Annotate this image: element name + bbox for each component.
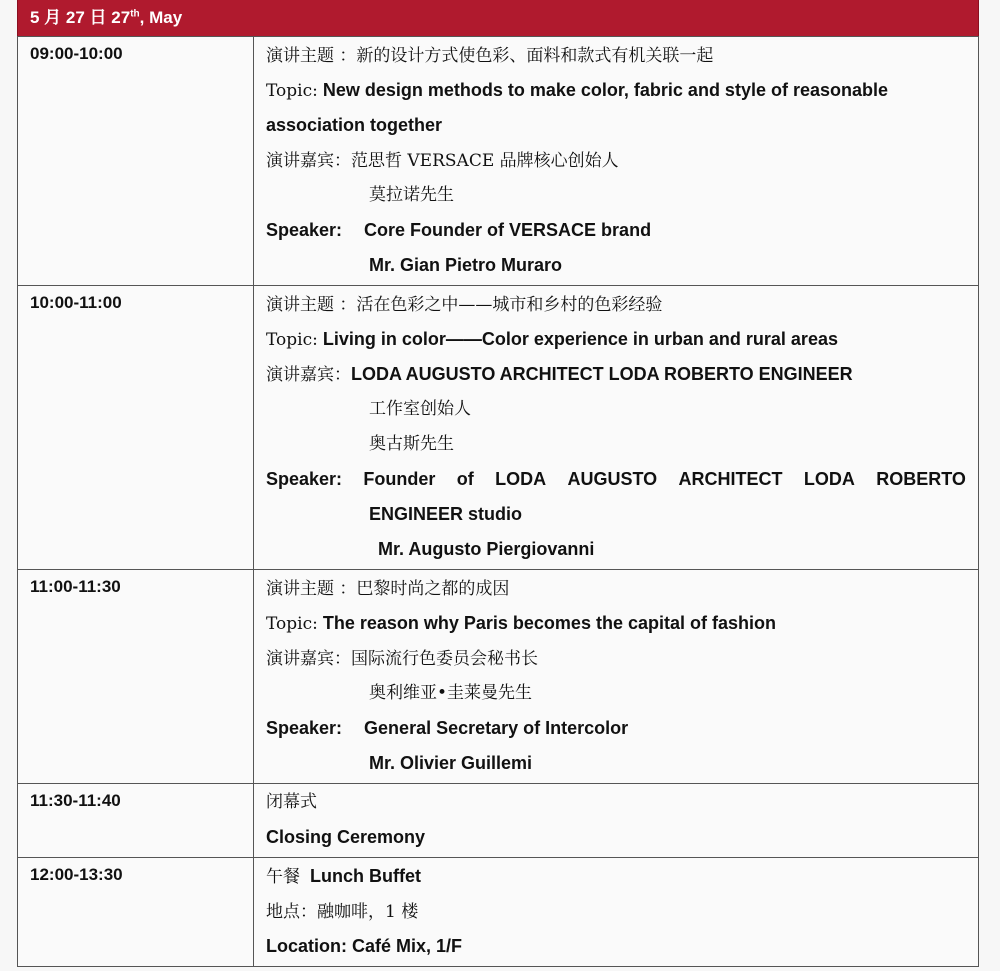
- speaker-cn-line: 演讲嘉宾：范思哲 VERSACE 品牌核心创始人: [266, 151, 619, 171]
- table-row: [18, 858, 979, 967]
- schedule-sheet: [17, 0, 979, 967]
- speaker-cn-line: 演讲嘉宾：国际流行色委员会秘书长: [266, 649, 538, 669]
- lunch-line: 午餐 Lunch Buffet: [266, 866, 421, 887]
- session-content: [254, 784, 979, 858]
- date-en: 27th, May: [111, 8, 183, 27]
- table-row: [18, 286, 979, 570]
- topic-en-line: Topic: Living in color——Color experience in urban and rural areas: [266, 329, 838, 350]
- session-content: [254, 37, 979, 286]
- session-time: 11:00-11:30: [18, 570, 254, 784]
- topic-cn-line: 演讲主题 ：新的设计方式使色彩、面料和款式有机关联一起: [266, 46, 714, 66]
- speaker-en-role-2: ENGINEER studio: [369, 504, 523, 524]
- table-row: [18, 37, 979, 286]
- location-en-line: Location: Café Mix, 1/F: [266, 936, 463, 956]
- speaker-en-name: Mr. Gian Pietro Muraro: [369, 255, 563, 275]
- speaker-en-line: Speaker: Founder of LODA AUGUSTO ARCHITECT LODA ROBERTO: [266, 469, 966, 489]
- topic-cn-line: 演讲主题 ：巴黎时尚之都的成因: [266, 579, 510, 599]
- speaker-cn-name: 莫拉诺先生: [369, 185, 454, 205]
- session-time: 10:00-11:00: [18, 286, 254, 570]
- schedule-table: [17, 36, 979, 967]
- table-row: [18, 784, 979, 858]
- session-time: 09:00-10:00: [18, 37, 254, 286]
- session-content: [254, 286, 979, 570]
- date-cn: 5 月 27 日: [30, 8, 107, 27]
- topic-cn-line: 演讲主题 ：活在色彩之中——城市和乡村的色彩经验: [266, 295, 663, 315]
- speaker-cn-line: 演讲嘉宾：LODA AUGUSTO ARCHITECT LODA ROBERTO ENGINEER: [266, 364, 853, 385]
- location-cn-line: 地点：融咖啡，1 楼: [266, 902, 419, 922]
- day-header: [17, 0, 979, 36]
- closing-cn: 闭幕式: [266, 792, 317, 812]
- session-content: [254, 858, 979, 967]
- topic-en-line: Topic: New design methods to make color, fabric and style of reasonable: [266, 80, 888, 101]
- session-content: [254, 570, 979, 784]
- speaker-en-name: Mr. Augusto Piergiovanni: [378, 539, 595, 559]
- speaker-en-line: Speaker: General Secretary of Intercolor: [266, 718, 629, 738]
- closing-en: Closing Ceremony: [266, 827, 426, 847]
- session-time: 12:00-13:30: [18, 858, 254, 967]
- topic-en-line-2: association together: [266, 115, 443, 135]
- speaker-cn-name: 奥古斯先生: [369, 434, 454, 454]
- speaker-en-line: Speaker: Core Founder of VERSACE brand: [266, 220, 652, 240]
- speaker-en-name: Mr. Olivier Guillemi: [369, 753, 533, 773]
- session-time: 11:30-11:40: [18, 784, 254, 858]
- topic-en-line: Topic: The reason why Paris becomes the capital of fashion: [266, 613, 776, 634]
- speaker-cn-name: 奥利维亚•圭莱曼先生: [369, 683, 533, 703]
- table-row: [18, 570, 979, 784]
- speaker-cn-role: 工作室创始人: [369, 399, 471, 419]
